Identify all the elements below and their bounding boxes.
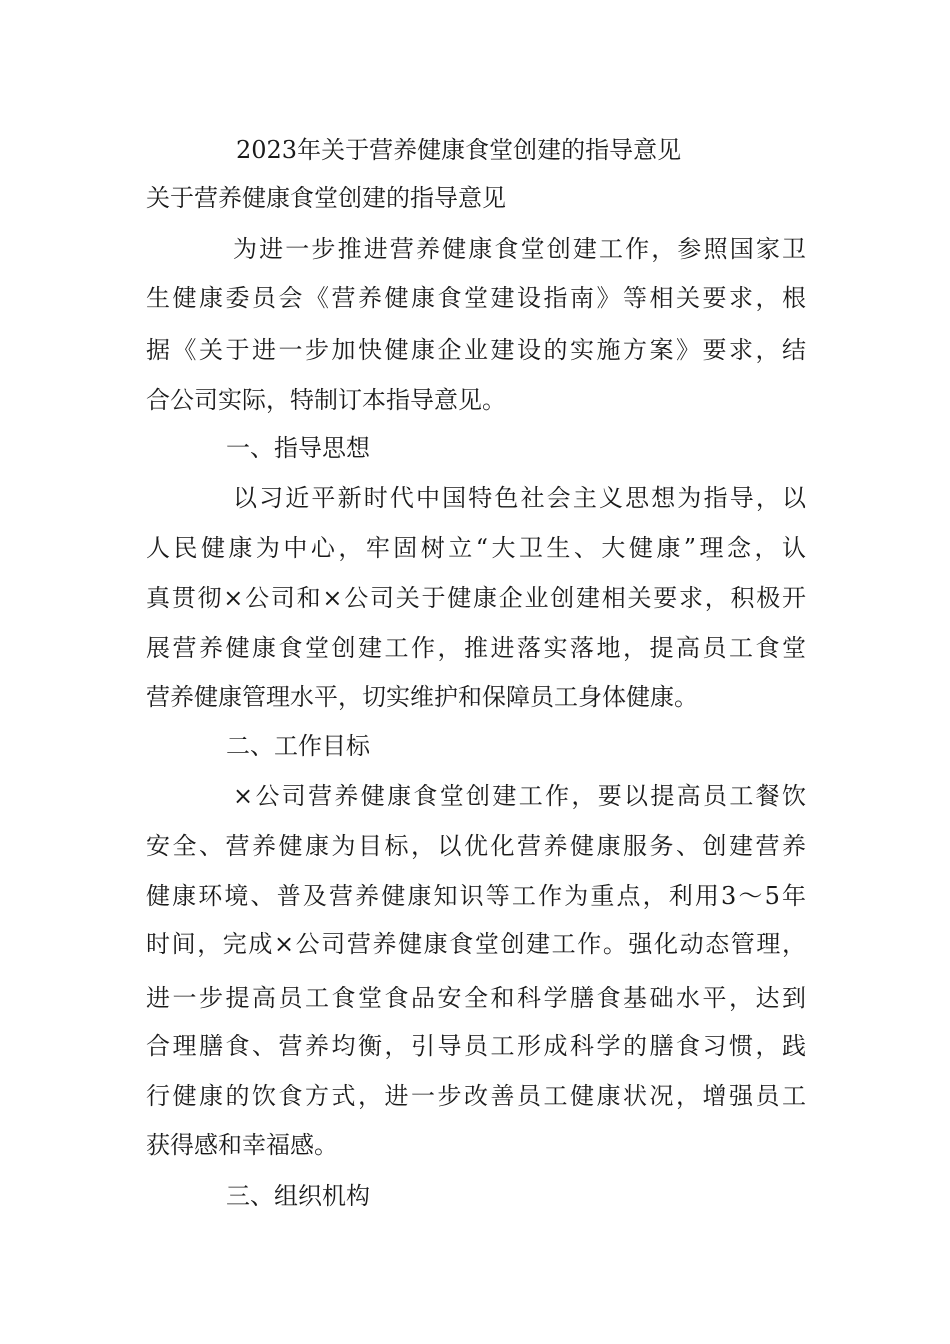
intro-line: 生健康委员会《营养健康食堂建设指南》等相关要求，根 — [146, 284, 806, 312]
document-subtitle: 关于营养健康食堂创建的指导意见 — [146, 184, 506, 212]
section-heading: 三、组织机构 — [226, 1182, 370, 1210]
paragraph-line: 合理膳食、营养均衡，引导员工形成科学的膳食习惯，践 — [146, 1032, 806, 1060]
intro-line: 为进一步推进营养健康食堂创建工作，参照国家卫 — [233, 235, 806, 263]
paragraph-line: 真贯彻×公司和×公司关于健康企业创建相关要求，积极开 — [146, 584, 806, 612]
paragraph-line: 行健康的饮食方式，进一步改善员工健康状况，增强员工 — [146, 1082, 806, 1110]
paragraph-line: 获得感和幸福感。 — [146, 1131, 338, 1159]
paragraph-line: 人民健康为中心，牢固树立“大卫生、大健康”理念，认 — [146, 534, 806, 562]
section-heading: 一、指导思想 — [226, 434, 370, 462]
paragraph-line: ×公司营养健康食堂创建工作，要以提高员工餐饮 — [233, 782, 806, 810]
paragraph-line: 安全、营养健康为目标，以优化营养健康服务、创建营养 — [146, 832, 806, 860]
intro-line: 合公司实际，特制订本指导意见。 — [146, 386, 506, 414]
paragraph-line: 进一步提高员工食堂食品安全和科学膳食基础水平，达到 — [146, 984, 806, 1012]
section-heading: 二、工作目标 — [226, 732, 370, 760]
paragraph-line: 以习近平新时代中国特色社会主义思想为指导，以 — [233, 484, 806, 512]
document-title: 2023年关于营养健康食堂创建的指导意见 — [236, 136, 682, 164]
paragraph-line: 时间，完成×公司营养健康食堂创建工作。强化动态管理， — [146, 930, 806, 958]
paragraph-line: 展营养健康食堂创建工作，推进落实落地，提高员工食堂 — [146, 634, 806, 662]
paragraph-line: 健康环境、普及营养健康知识等工作为重点，利用3～5年 — [146, 882, 806, 910]
paragraph-line: 营养健康管理水平，切实维护和保障员工身体健康。 — [146, 683, 698, 711]
intro-line: 据《关于进一步加快健康企业建设的实施方案》要求，结 — [146, 336, 806, 364]
